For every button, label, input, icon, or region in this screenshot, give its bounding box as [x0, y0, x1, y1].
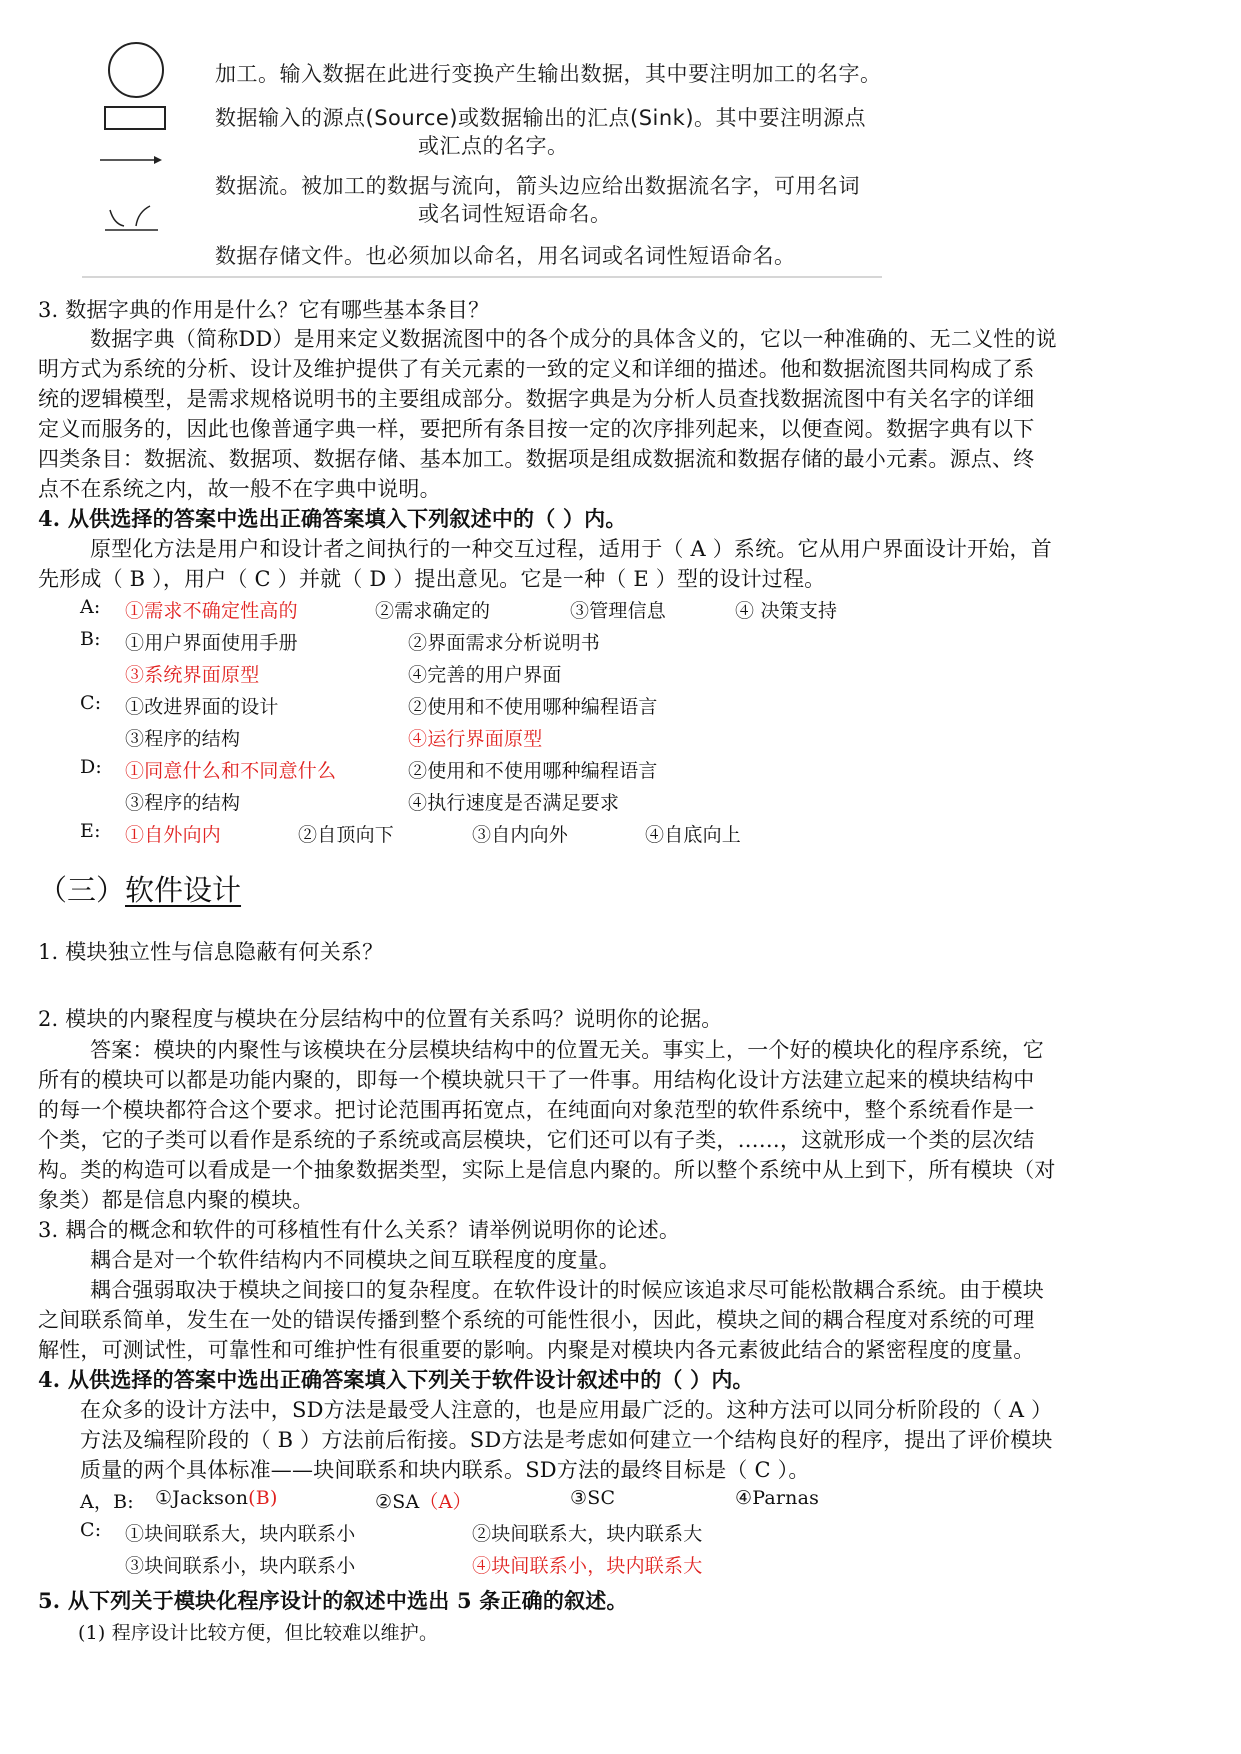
option-label-e: E:: [80, 820, 101, 842]
option-b2: ②界面需求分析说明书: [408, 632, 601, 654]
option-label-b: B:: [80, 628, 101, 650]
legend-flow-text-2: 或名词性短语命名。: [418, 202, 612, 226]
option-b3: ③系统界面原型: [125, 664, 260, 686]
s3-q4-line: 在众多的设计方法中，SD方法是最受人注意的，也是应用最广泛的。这种方法可以同分析阶段的（ A ）: [80, 1398, 1053, 1422]
q3-paragraph-line: 明方式为系统的分析、设计及维护提供了有关元素的一致的定义和详细的描述。他和数据流图共同构成了系: [38, 357, 1035, 381]
option-ab4: ④Parnas: [735, 1487, 820, 1509]
source-sink-rect-icon: [105, 107, 165, 129]
s3-q2-line: 所有的模块可以都是功能内聚的，即每一个模块就只干了一件事。用结构化设计方法建立起来的模块结构中: [38, 1068, 1035, 1092]
s3-q4-line: 方法及编程阶段的（ B ）方法前后衔接。SD方法是考虑如何建立一个结构良好的程序，提出了评价模块: [80, 1428, 1053, 1452]
option-ab3: ③SC: [570, 1487, 616, 1509]
q3-paragraph-line: 定义而服务的，因此也像普通字典一样，要把所有条目按一定的次序排列起来，以便查阅。数据字典有以下: [38, 417, 1035, 441]
s3-q5-title: 5. 从下列关于模块化程序设计的叙述中选出 5 条正确的叙述。: [38, 1588, 628, 1613]
option-a3: ③管理信息: [570, 600, 667, 622]
option-c2-4: ④块间联系小，块内联系大: [472, 1555, 703, 1577]
legend-process-text: 加工。输入数据在此进行变换产生输出数据，其中要注明加工的名字。: [215, 62, 882, 86]
option-ab1: [155, 1487, 278, 1509]
option-b4: ④完善的用户界面: [408, 664, 562, 686]
s3-q3-line: 之间联系简单，发生在一处的错误传播到整个系统的可能性很小，因此，模块之间的耦合程度对系统的可理: [38, 1308, 1035, 1332]
s3-q4-title: 4. 从供选择的答案中选出正确答案填入下列关于软件设计叙述中的（ ）内。: [38, 1367, 754, 1392]
q3-paragraph-line: 数据字典（简称DD）是用来定义数据流图中的各个成分的具体含义的，它以一种准确的、无二义性的说: [90, 327, 1057, 351]
s3-q2-line: 答案：模块的内聚性与该模块在分层模块结构中的位置无关。事实上，一个好的模块化的程序系统，它: [90, 1038, 1044, 1062]
s3-q5-item: (1) 程序设计比较方便，但比较难以维护。: [78, 1622, 439, 1644]
q3-paragraph-line: 四类条目：数据流、数据项、数据存储、基本加工。数据项是组成数据流和数据存储的最小元素。源点、终: [38, 447, 1035, 471]
q3-title: 3. 数据字典的作用是什么？它有哪些基本条目？: [38, 298, 490, 322]
option-b1: ①用户界面使用手册: [125, 632, 298, 654]
option-label-c2: C:: [80, 1519, 102, 1541]
option-c2-2: ②块间联系大，块内联系大: [472, 1523, 703, 1545]
option-c1: ①改进界面的设计: [125, 696, 279, 718]
option-ab2-text: ②SA: [375, 1491, 420, 1513]
option-d2: ②使用和不使用哪种编程语言: [408, 760, 658, 782]
option-d1: ①同意什么和不同意什么: [125, 760, 337, 782]
legend-flow-text-1: 数据流。被加工的数据与流向，箭头边应给出数据流名字，可用名词: [215, 174, 860, 198]
option-ab1-text: ①Jackson: [155, 1487, 249, 1509]
option-label-c: C:: [80, 692, 102, 714]
legend-store-text: 数据存储文件。也必须加以命名，用名词或名词性短语命名。: [215, 244, 796, 268]
section-heading: [38, 868, 241, 909]
data-flow-arrow-icon: [100, 156, 162, 164]
option-e1: ①自外向内: [125, 824, 222, 846]
data-store-icon: [105, 206, 158, 230]
option-ab2-mark: （A）: [419, 1491, 472, 1513]
option-label-a: A:: [80, 596, 101, 618]
s3-q2-title: 2. 模块的内聚程度与模块在分层结构中的位置有关系吗？说明你的论据。: [38, 1007, 723, 1031]
option-c3: ③程序的结构: [125, 728, 241, 750]
option-c2-3: ③块间联系小，块内联系小: [125, 1555, 356, 1577]
q4-title: 4. 从供选择的答案中选出正确答案填入下列叙述中的（ ）内。: [38, 506, 627, 531]
option-label-d: D:: [80, 756, 103, 778]
s3-q3-line: 耦合是对一个软件结构内不同模块之间互联程度的度量。: [90, 1248, 620, 1272]
option-ab1-mark: (B): [248, 1487, 278, 1509]
s3-q3-line: 耦合强弱取决于模块之间接口的复杂程度。在软件设计的时候应该追求尽可能松散耦合系统。由于模块: [90, 1278, 1044, 1302]
option-a1: ①需求不确定性高的: [125, 600, 298, 622]
legend-source-text-1: 数据输入的源点(Source)或数据输出的汇点(Sink)。其中要注明源点: [215, 106, 867, 130]
s3-q2-line: 构。类的构造可以看成是一个抽象数据类型，实际上是信息内聚的。所以整个系统中从上到下，所有模块（对: [38, 1158, 1056, 1182]
option-a4: ④ 决策支持: [735, 600, 838, 622]
process-circle-icon: [109, 43, 163, 97]
option-e3: ③自内向外: [472, 824, 569, 846]
option-e2: ②自顶向下: [298, 824, 395, 846]
q3-paragraph-line: 统的逻辑模型，是需求规格说明书的主要组成部分。数据字典是为分析人员查找数据流图中有关名字的详细: [38, 387, 1035, 411]
s3-q2-line: 的每一个模块都符合这个要求。把讨论范围再拓宽点，在纯面向对象范型的软件系统中，整个系统看作是一: [38, 1098, 1035, 1122]
option-ab2: [375, 1487, 472, 1514]
option-d4: ④执行速度是否满足要求: [408, 792, 620, 814]
q3-paragraph-line: 点不在系统之内，故一般不在字典中说明。: [38, 477, 441, 501]
option-label-ab: A，B:: [80, 1491, 134, 1513]
legend-source-text-2: 或汇点的名字。: [418, 134, 569, 158]
option-a2: ②需求确定的: [375, 600, 491, 622]
section-heading-title: 软件设计: [125, 873, 242, 907]
option-c4: ④运行界面原型: [408, 728, 543, 750]
dfd-symbols: [100, 40, 180, 260]
section-heading-prefix: （三）: [38, 873, 126, 907]
option-c2-1: ①块间联系大，块内联系小: [125, 1523, 356, 1545]
q4-text-line: 原型化方法是用户和设计者之间执行的一种交互过程，适用于（ A ）系统。它从用户界面设计开始，首: [90, 537, 1052, 561]
s3-q1-title: 1. 模块独立性与信息隐蔽有何关系？: [38, 940, 384, 964]
s3-q3-title: 3. 耦合的概念和软件的可移植性有什么关系？请举例说明你的论述。: [38, 1218, 681, 1242]
option-c2: ②使用和不使用哪种编程语言: [408, 696, 658, 718]
q4-text-line: 先形成（ B ），用户（ C ）并就（ D ）提出意见。它是一种（ E ）型的设计过程。: [38, 567, 826, 591]
s3-q2-line: 象类）都是信息内聚的模块。: [38, 1188, 314, 1212]
s3-q3-line: 解性，可测试性，可靠性和可维护性有很重要的影响。内聚是对模块内各元素彼此结合的紧密程度的度量。: [38, 1338, 1035, 1362]
s3-q2-line: 个类，它的子类可以看作是系统的子系统或高层模块，它们还可以有子类，……，这就形成一个类的层次结: [38, 1128, 1035, 1152]
legend-divider: [82, 276, 882, 278]
option-e4: ④自底向上: [645, 824, 742, 846]
option-d3: ③程序的结构: [125, 792, 241, 814]
s3-q4-line: 质量的两个具体标准——块间联系和块内联系。SD方法的最终目标是（ C ）。: [80, 1458, 810, 1482]
